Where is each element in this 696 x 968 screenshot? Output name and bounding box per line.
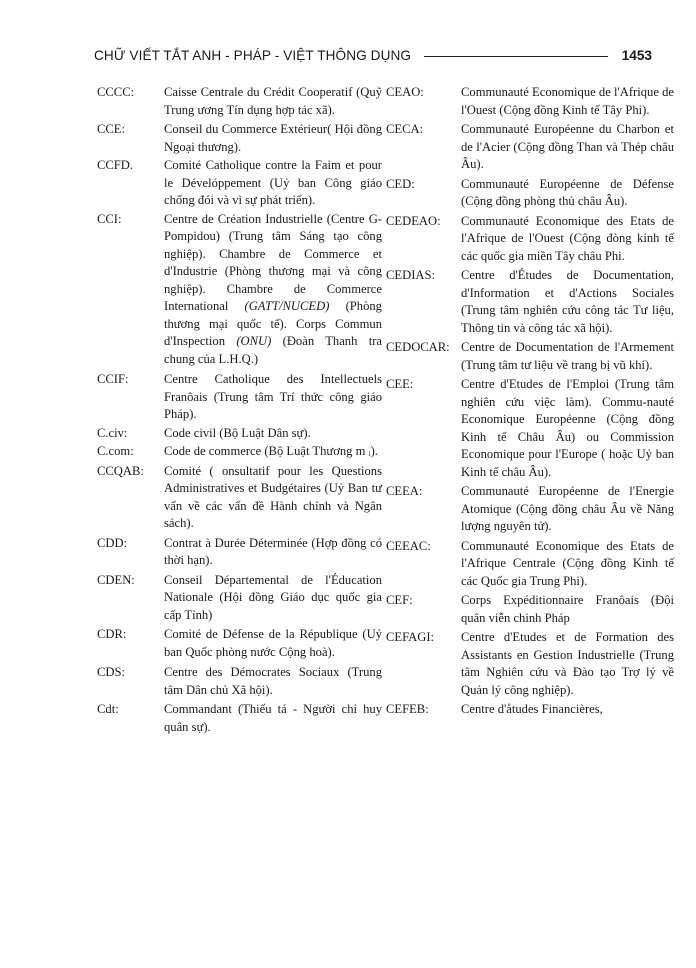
entry-ceao [386,84,674,119]
entry-ccif [97,371,382,424]
entry-definition: Centre des Démocrates Sociaux (Trung tâm Dân chủ Xã hội). [164,665,382,697]
entry-definition: Comité de Défense de la République (Uỷ ban Quốc phòng nước Cộng hoà). [164,627,382,659]
entry-abbr: CEEA: [386,484,423,498]
entry-definition: Corps Expéditionnaire Franôais (Đội quân viễn chinh Pháp [461,593,674,625]
entry-cee [386,376,674,481]
entry-ccqab [97,463,382,533]
entry-abbr: CCI: [97,211,122,226]
header-rule [424,56,608,57]
entry-abbr: CDEN: [97,572,135,587]
entry-definition: Centre de Création Industrielle (Centre G- Pompidou) (Trung tâm Sáng tạo công nghiệp). Chambre de Commerce et d'Industrie (Phòng thương mại và công nghiệp). Chambre de Commerce International (GATT/NUCED) (Phòng thương mại quốc tế). Corps Commun d'Inspection (ONU) (Đoàn Thanh tra chung của L.H.Q.) [164,211,382,366]
entry-definition: Communauté Européenne de Défense (Cộng đồng phòng thủ châu Âu). [461,176,674,208]
entry-abbr: CED: [386,176,415,191]
entry-abbr: CCCC: [97,85,135,99]
entry-cedias [386,267,674,337]
entry-abbr: Cdt: [97,702,119,716]
entry-cdd [97,535,382,570]
header-title: CHỮ VIẾT TẮT ANH - PHÁP - VIỆT THÔNG DỤNG [94,48,417,63]
entry-definition: Communauté Economique des Etats de l'Afrique de l'Ouest (Cộng đòng kinh tế các quốc gia miền Tây châu Phi. [461,213,674,263]
entry-cedocar [386,339,674,374]
entry-ceea [386,483,674,536]
entry-cdr [97,626,382,661]
entry-ced [386,176,674,211]
entry-abbr: CEDEAO: [386,213,441,228]
entry-definition: Centre de Documentation de l'Armement (Trung tâm tư liệu về trang bị vũ khí). [461,340,674,372]
entry-ceeac [386,538,674,591]
right-column [386,84,674,719]
entry-abbr: CEDOCAR: [386,340,450,354]
entry-cdt [97,701,382,736]
entry-definition: Communauté Européenne du Charbon et de l'Acier (Cộng đồng Than và Thép châu Âu). [461,122,674,171]
page-header [94,48,652,70]
entry-definition: Communauté Economique de l'Afrique de l'Ouest (Cộng đồng Kinh tế Tây Phi). [461,85,674,117]
entry-abbr: CDS: [97,665,125,679]
entry-definition: Code civil (Bộ Luật Dân sự). [164,425,311,440]
entry-definition: Commandant (Thiếu tá - Người chỉ huy quân sự). [164,702,382,734]
entry-abbr: CEDIAS: [386,268,435,282]
entry-abbr: C.com: [97,444,134,458]
entry-abbr: C.civ: [97,425,128,440]
entry-abbr: CEE: [386,377,414,391]
entry-cedeao [386,213,674,266]
entry-cds [97,664,382,699]
entry-cden [97,572,382,625]
entry-c-civ [97,425,382,443]
entry-abbr: CCFD. [97,158,134,172]
entry-abbr: CDD: [97,535,128,550]
entry-cce [97,121,382,156]
entry-definition: Centre d'Etudes de l'Emploi (Trung tâm nghiên cứu việc làm). Commu-nauté Economique Européenne (Cộng đồng Kinh tế Châu Âu) ou Commission Economique pour l'Europe ( hoặc Uỷ ban Kinh tế châu Âu). [461,377,674,479]
entry-definition: Comité Catholique contre la Faim et pour le Dévelóppement (Uỷ ban Công giáo chống đói và vì sự phát triển). [164,158,382,207]
entry-abbr: CCQAB: [97,463,144,478]
entry-definition: Conseil du Commerce Extérieur( Hội đồng Ngoại thương). [164,122,382,154]
entry-abbr: CEFEB: [386,702,429,716]
page-number: 1453 [621,48,652,63]
entry-abbr: CCE: [97,122,125,136]
entry-definition: Centre d'Études de Documentation, d'Information et d'Actions Sociales (Trung tâm nghiên cứu công tác Tư liệu, Thông tin và công tác xã hội). [461,268,674,335]
entry-definition: Centre d'åtudes Financières, [461,702,603,716]
entry-definition: Communauté Economique des Etats de l'Afrique Centrale (Cộng đồng Kinh tế các Quốc gia Trung Phi). [461,538,674,588]
entry-ccfd [97,157,382,210]
entry-abbr: CEF: [386,593,413,607]
entry-definition: Comité ( onsultatif pour les Questions Administratives et Budgétaires (Uỷ Ban tư vấn về các vấn đề Hành chính và Ngân sách). [164,463,382,530]
entry-definition: Code de commerce (Bộ Luật Thương m ᵢ). [164,444,378,458]
entry-definition: Centre Catholique des Intellectuels Franôais (Trung tâm Trí thức công giáo Pháp). [164,372,382,421]
entry-definition: Contrat à Durée Déterminée (Hợp đồng có thời hạn). [164,535,382,567]
left-column [97,84,382,736]
entry-abbr: CDR: [97,627,127,641]
entry-definition: Caisse Centrale du Crédit Cooperatif (Quỹ Trung ương Tín dụng hợp tác xã). [164,85,382,117]
entry-abbr: CEAO: [386,85,424,99]
entry-cci [97,211,382,369]
entry-cefeb [386,701,674,719]
entry-abbr: CECA: [386,122,424,136]
entry-cccc [97,84,382,119]
entry-abbr: CCIF: [97,372,129,386]
entry-c-com [97,443,382,461]
entry-cefagi [386,629,674,699]
entry-cef [386,592,674,627]
entry-abbr: CEEAC: [386,538,431,553]
entry-ceca [386,121,674,174]
entry-definition: Communauté Européenne de l'Energie Atomique (Cộng đồng châu Âu về Năng lượng nguyên tử). [461,484,674,533]
entry-abbr: CEFAGI: [386,630,435,644]
entry-definition: Centre d'Etudes et de Formation des Assistants en Gestion Industrielle (Trung tâm Nghiên cứu và Đào tạo Trợ lý về Quản lý công nghiệp). [461,630,674,697]
entry-definition: Conseil Départemental de l'Éducation Nationale (Hội đồng Giáo dục quốc gia cấp Tỉnh) [164,572,382,622]
